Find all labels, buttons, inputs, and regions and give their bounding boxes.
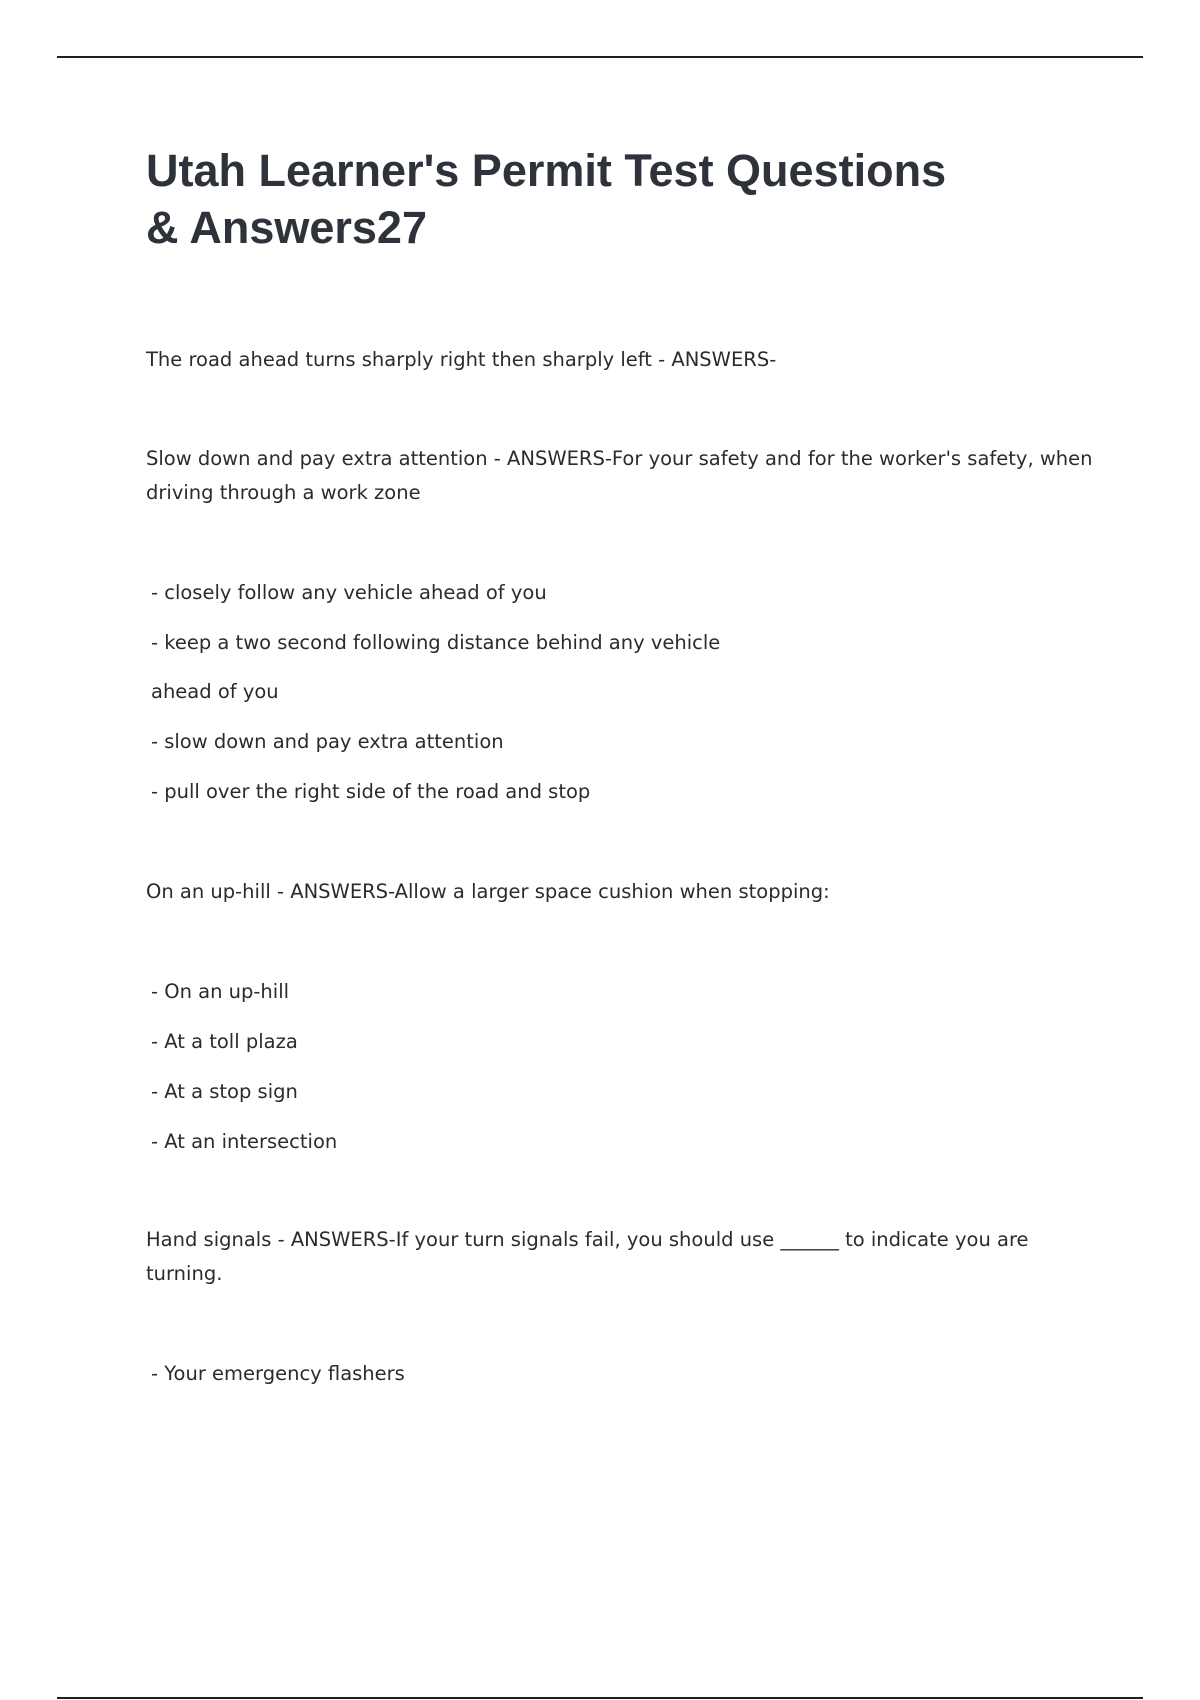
question-4-text: Hand signals - ANSWERS-If your turn signals fail, you should use ______ to indicate you are turning. (146, 1228, 1029, 1285)
list-item: - slow down and pay extra attention (151, 730, 504, 753)
question-3-text: On an up-hill - ANSWERS-Allow a larger space cushion when stopping: (146, 880, 830, 903)
list-item: - keep a two second following distance behind any vehicle (151, 631, 721, 654)
top-rule (57, 56, 1143, 58)
bottom-rule (57, 1697, 1143, 1699)
answer-options-list (146, 576, 1096, 809)
question-1-text: The road ahead turns sharply right then sharply left - ANSWERS- (146, 348, 777, 371)
answer-options-list (146, 975, 1096, 1159)
list-item: ahead of you (151, 680, 279, 703)
list-item: - pull over the right side of the road and stop (151, 780, 591, 803)
list-item: - At an intersection (151, 1130, 338, 1153)
list-item: - At a toll plaza (151, 1030, 298, 1053)
document-title (146, 142, 1096, 256)
answer-options-list (146, 1357, 1096, 1391)
document-body (146, 343, 1096, 1391)
title-line-1: Utah Learner's Permit Test Questions (146, 145, 947, 196)
list-item: - Your emergency flashers (151, 1362, 405, 1385)
list-item: - At a stop sign (151, 1080, 298, 1103)
title-line-2: & Answers27 (146, 202, 427, 253)
list-item: - On an up-hill (151, 980, 290, 1003)
question-2-text: Slow down and pay extra attention - ANSWERS-For your safety and for the worker's safety, when driving through a work zone (146, 447, 1093, 504)
page-content (146, 142, 1096, 1391)
list-item: - closely follow any vehicle ahead of you (151, 581, 547, 604)
